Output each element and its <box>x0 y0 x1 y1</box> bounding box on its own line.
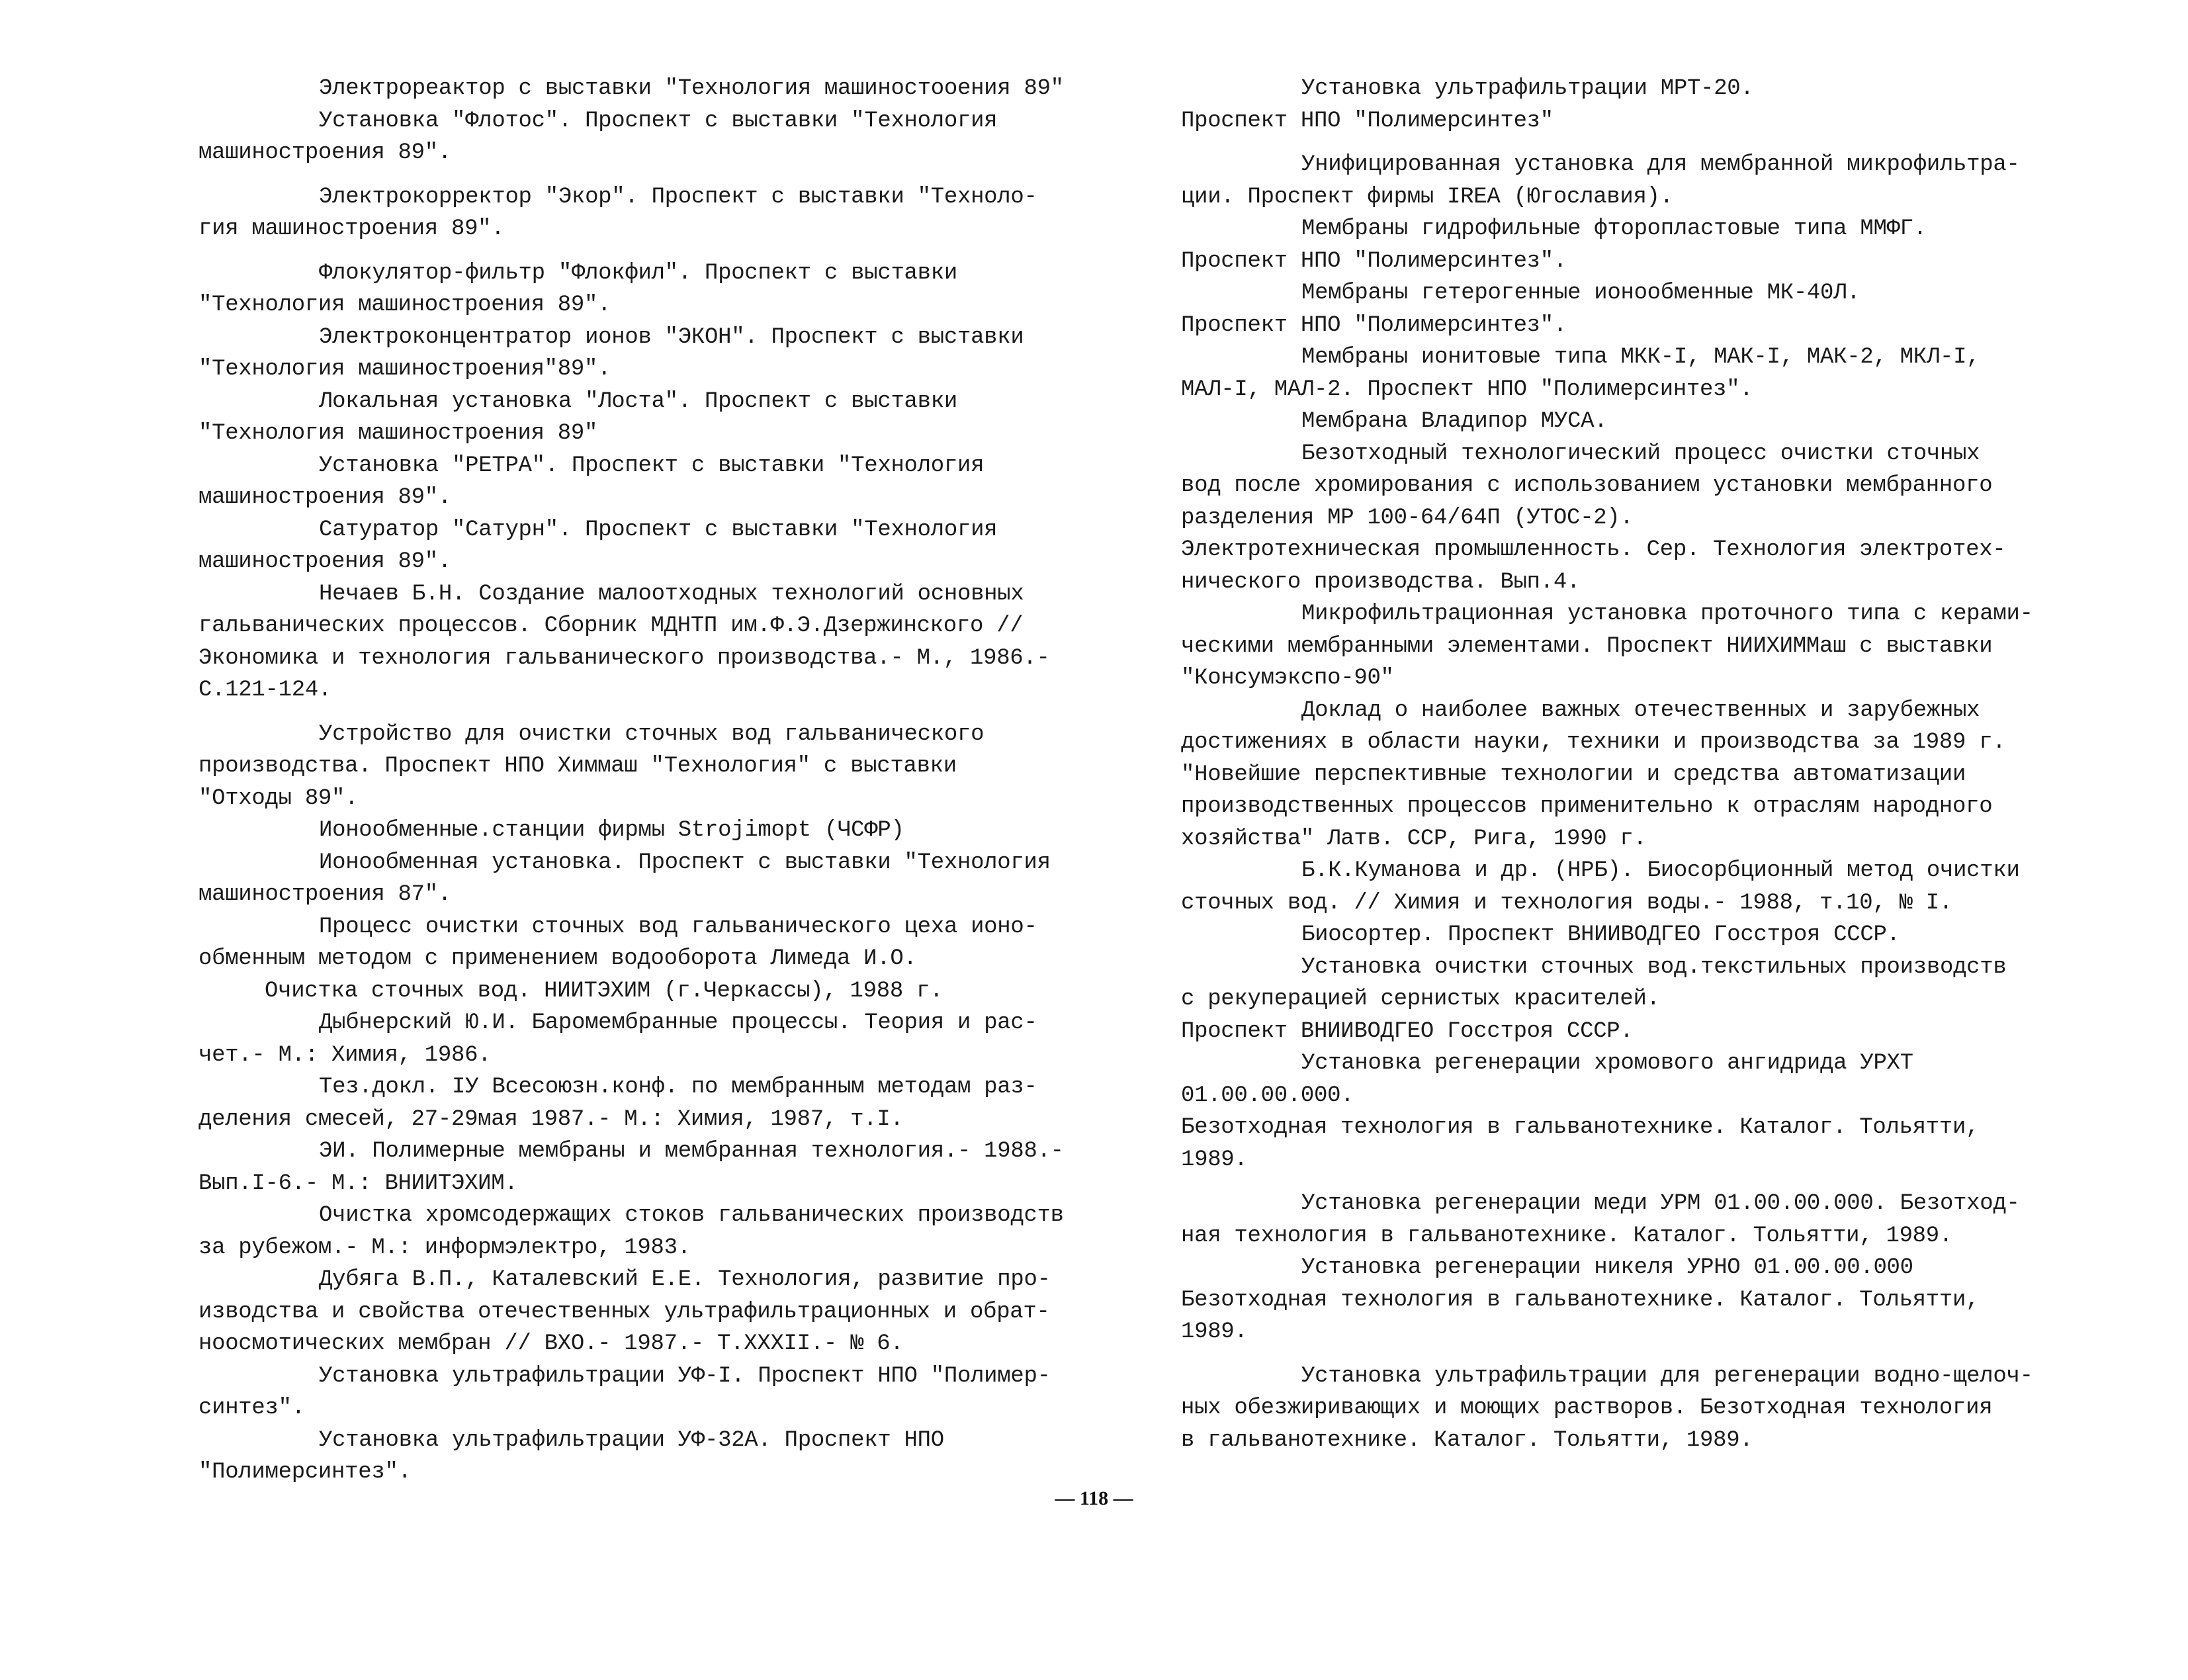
reference-entry <box>198 1007 1105 1071</box>
reference-entry <box>1181 149 2094 213</box>
reference-line: Электрореактор с выставки "Технология машиностооения 89" <box>319 76 1064 101</box>
reference-entry <box>198 719 1105 815</box>
reference-line: Микрофильтрационная установка проточного типа с керами- <box>1301 601 2033 627</box>
reference-entry <box>198 1071 1105 1135</box>
reference-line: машиностроения 89". <box>198 485 451 510</box>
reference-entry <box>198 257 1105 322</box>
reference-line: Установка "РЕТРА". Проспект с выставки "Технология <box>319 453 985 478</box>
reference-line: Ионообменные.станции фирмы Strojimopt (ЧСФР) <box>319 818 904 843</box>
reference-entry <box>198 1425 1105 1489</box>
reference-line: чет.- М.: Химия, 1986. <box>198 1042 492 1068</box>
reference-line: Проспект НПО "Полимерсинтез" <box>1181 108 1553 134</box>
reference-line: Тез.докл. IУ Всесоюзн.конф. по мембранным методам раз- <box>319 1075 1037 1100</box>
reference-line: Безотходный технологический процесс очистки сточных <box>1301 441 1980 466</box>
reference-line: Проспект НПО "Полимерсинтез". <box>1181 248 1567 274</box>
reference-line: синтез". <box>198 1395 305 1421</box>
reference-entry <box>198 450 1105 514</box>
reference-line: ных обезжиривающих и моющих растворов. Безотходная технология <box>1181 1395 1993 1421</box>
reference-entry <box>1181 1252 2094 1348</box>
reference-line: Мембраны ионитовые типа МКК-I, МАК-I, МАК-2, МКЛ-I, <box>1301 345 1980 370</box>
reference-line: Мембрана Владипор МУСА. <box>1301 409 1608 434</box>
reference-line: Локальная установка "Лоста". Проспект с выставки <box>319 388 957 414</box>
reference-line: Сатуратор "Сатурн". Проспект с выставки "Технология <box>319 517 998 543</box>
reference-line: ческими мембранными элементами. Проспект НИИХИММаш с выставки <box>1181 633 1993 659</box>
reference-line: Б.К.Куманова и др. (НРБ). Биосорбционный метод очистки <box>1301 858 2020 883</box>
reference-entry <box>1181 855 2094 919</box>
reference-entry <box>1181 341 2094 406</box>
reference-entry <box>198 514 1105 578</box>
reference-entry <box>198 975 1105 1008</box>
reference-line: Очистка сточных вод. НИИТЭХИМ (г.Черкассы), 1988 г. <box>265 978 943 1004</box>
reference-entry <box>1181 951 2094 1048</box>
reference-line: "Консумэкспо-90" <box>1181 666 1394 691</box>
reference-line: Установка "Флотос". Проспект с выставки "Технология <box>319 108 998 134</box>
reference-line: гия машиностроения 89". <box>198 216 505 242</box>
reference-line: машиностроения 87". <box>198 882 451 907</box>
reference-line: 01.00.00.000. <box>1181 1083 1354 1108</box>
reference-line: Установка регенерации никеля УРНО 01.00.00.000 <box>1301 1255 1913 1280</box>
reference-entry <box>1181 919 2094 951</box>
reference-line: Электрокорректор "Экор". Проспект с выставки "Техноло- <box>319 184 1037 210</box>
reference-line: Унифицированная установка для мембранной микрофильтра- <box>1301 152 2020 177</box>
reference-line: "Отходы 89". <box>198 785 359 811</box>
reference-line: с рекуперацией сернистых красителей. <box>1181 987 1660 1012</box>
reference-line: 1989. <box>1181 1319 1248 1345</box>
reference-entry <box>1181 695 2094 856</box>
reference-line: Установка ультрафильтрации для регенерации водно-щелоч- <box>1301 1363 2033 1389</box>
left-column <box>198 73 1105 1489</box>
reference-line: сточных вод. // Химия и технология воды.- 1988, т.10, № I. <box>1181 890 1952 916</box>
reference-entry <box>198 847 1105 911</box>
reference-line: "Технология машиностроения"89". <box>198 357 611 382</box>
reference-line: гальванических процессов. Сборник МДНТП им.Ф.Э.Дзержинского // <box>198 613 1024 639</box>
reference-line: изводства и свойства отечественных ультрафильтрационных и обрат- <box>198 1299 1050 1325</box>
reference-line: ноосмотических мембран // ВХО.- 1987.- Т.XXXII.- № 6. <box>198 1331 904 1356</box>
reference-line: Экономика и технология гальванического производства.- М., 1986.- <box>198 645 1050 671</box>
reference-line: обменным методом с применением водооборота Лимеда И.О. <box>198 946 917 971</box>
reference-line: в гальванотехнике. Каталог. Тольятти, 1989. <box>1181 1427 1753 1453</box>
reference-entry <box>1181 73 2094 137</box>
reference-line: ЭИ. Полимерные мембраны и мембранная технология.- 1988.- <box>319 1139 1064 1164</box>
reference-entry <box>198 105 1105 169</box>
reference-line: Установка регенерации меди УРМ 01.00.00.000. Безотход- <box>1301 1191 2020 1216</box>
reference-line: "Новейшие перспективные технологии и средства автоматизации <box>1181 762 1966 787</box>
reference-line: Электротехническая промышленность. Сер. Технология электротех- <box>1181 537 2006 562</box>
reference-entry <box>198 73 1105 105</box>
reference-line: Дыбнерский Ю.И. Баромембранные процессы. Теория и рас- <box>319 1010 1037 1036</box>
reference-line: Очистка хромсодержащих стоков гальванических производств <box>319 1203 1064 1228</box>
reference-line: Установка ультрафильтрации УФ-I. Проспект НПО "Полимер- <box>319 1363 1051 1389</box>
reference-line: за рубежом.- М.: информэлектро, 1983. <box>198 1235 691 1260</box>
reference-line: разделения МР 100-64/64П (УТОС-2). <box>1181 505 1634 531</box>
reference-line: Проспект НПО "Полимерсинтез". <box>1181 312 1567 338</box>
reference-line: ная технология в гальванотехнике. Каталог. Тольятти, 1989. <box>1181 1223 1952 1249</box>
reference-entry <box>198 911 1105 975</box>
reference-entry <box>1181 406 2094 438</box>
reference-line: деления смесей, 27-29мая 1987.- М.: Химия, 1987, т.I. <box>198 1106 904 1132</box>
reference-entry <box>198 322 1105 386</box>
reference-line: производственных процессов применительно к отраслям народного <box>1181 794 1993 819</box>
reference-line: ции. Проспект фирмы IREA (Югославия). <box>1181 184 1673 210</box>
reference-line: нического производства. Вып.4. <box>1181 569 1581 595</box>
reference-entry <box>1181 1360 2094 1457</box>
reference-line: С.121-124. <box>198 678 332 703</box>
reference-line: Установка регенерации хромового ангидрида УРХТ <box>1301 1051 1913 1076</box>
reference-entry <box>198 1200 1105 1264</box>
reference-entry <box>1181 438 2094 599</box>
reference-line: Установка ультрафильтрации МРТ-20. <box>1301 76 1754 101</box>
reference-line: Процесс очистки сточных вод гальванического цеха ионо- <box>319 914 1037 940</box>
reference-entry <box>198 578 1105 707</box>
reference-line: Мембраны гетерогенные ионообменные МК-40Л. <box>1301 281 1860 306</box>
reference-line: Устройство для очистки сточных вод гальванического <box>319 721 985 747</box>
page-number: — 118 — <box>1055 1487 1133 1509</box>
right-column <box>1181 73 2094 1456</box>
reference-line: Электроконцентратор ионов "ЭКОН". Проспект с выставки <box>319 324 1024 350</box>
reference-line: Безотходная технология в гальванотехнике. Каталог. Тольятти, <box>1181 1115 1980 1140</box>
reference-entry <box>1181 1188 2094 1252</box>
reference-line: Установка ультрафильтрации УФ-32А. Проспект НПО <box>319 1427 944 1453</box>
reference-entry <box>198 1360 1105 1425</box>
reference-line: Нечаев Б.Н. Создание малоотходных технологий основных <box>319 581 1024 607</box>
reference-entry <box>1181 213 2094 277</box>
reference-line: МАЛ-I, МАЛ-2. Проспект НПО "Полимерсинтез". <box>1181 376 1753 402</box>
reference-line: 1989. <box>1181 1147 1248 1172</box>
reference-entry <box>198 1264 1105 1360</box>
reference-line: хозяйства" Латв. ССР, Рига, 1990 г. <box>1181 826 1647 852</box>
reference-line: "Технология машиностроения 89" <box>198 421 598 446</box>
reference-entry <box>1181 598 2094 695</box>
reference-line: Доклад о наиболее важных отечественных и зарубежных <box>1301 697 1980 723</box>
reference-entry <box>1181 277 2094 341</box>
reference-entry <box>1181 1047 2094 1176</box>
reference-line: Флокулятор-фильтр "Флокфил". Проспект с выставки <box>319 260 957 286</box>
reference-line: машиностроения 89". <box>198 140 451 165</box>
reference-line: производства. Проспект НПО Химмаш "Технология" с выставки <box>198 754 957 779</box>
reference-line: "Технология машиностроения 89". <box>198 292 611 318</box>
reference-entry <box>198 1135 1105 1200</box>
reference-line: Мембраны гидрофильные фторопластовые типа ММФГ. <box>1301 216 1927 242</box>
reference-line: Установка очистки сточных вод.текстильных производств <box>1301 954 2007 980</box>
reference-line: Биосортер. Проспект ВНИИВОДГЕО Госстроя СССР. <box>1301 922 1900 948</box>
reference-line: Вып.I-6.- М.: ВНИИТЭХИМ. <box>198 1171 518 1196</box>
reference-line: Ионообменная установка. Проспект с выставки "Технология <box>319 850 1051 875</box>
reference-line: вод после хромирования с использованием установки мембранного <box>1181 473 1993 498</box>
reference-line: машиностроения 89". <box>198 549 451 574</box>
reference-line: "Полимерсинтез". <box>198 1460 412 1485</box>
reference-entry <box>198 181 1105 245</box>
reference-entry <box>198 386 1105 450</box>
reference-line: Дубяга В.П., Каталевский Е.Е. Технология, развитие про- <box>319 1267 1051 1292</box>
reference-entry <box>198 815 1105 847</box>
reference-line: Безотходная технология в гальванотехнике. Каталог. Тольятти, <box>1181 1287 1980 1313</box>
reference-line: Проспект ВНИИВОДГЕО Госстроя СССР. <box>1181 1018 1634 1044</box>
reference-line: достижениях в области науки, техники и производства за 1989 г. <box>1181 730 2006 755</box>
